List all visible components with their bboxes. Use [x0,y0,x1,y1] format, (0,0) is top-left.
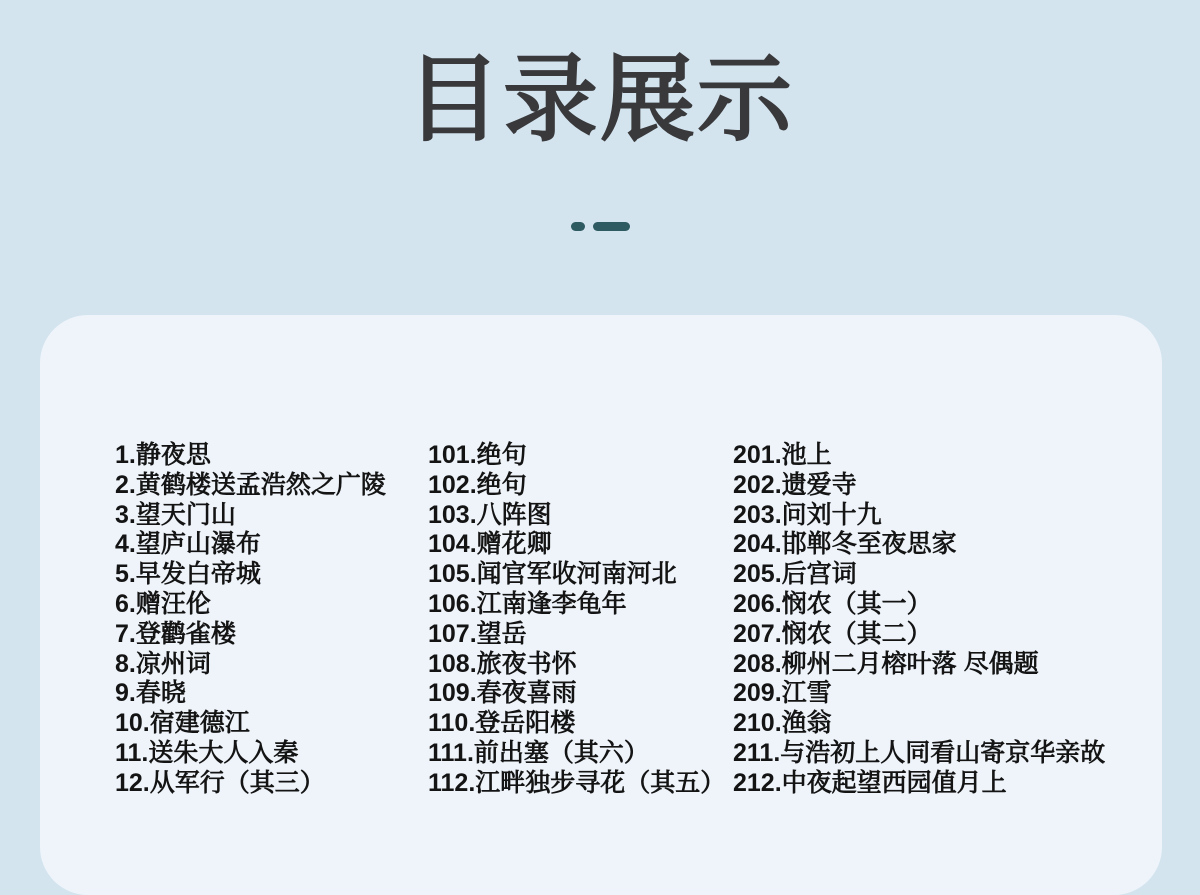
list-item: 207.悯农（其二） [733,619,932,648]
list-item: 204.邯郸冬至夜思家 [733,530,957,559]
list-item: 3.望天门山 [115,500,236,529]
list-item: 205.后宫词 [733,560,857,589]
list-item: 102.绝句 [428,470,527,499]
title-divider [0,222,1200,231]
list-item: 208.柳州二月榕叶落 尽偶题 [733,649,1039,678]
list-item: 209.江雪 [733,679,832,708]
toc-column-3 [733,441,1162,895]
list-item: 212.中夜起望西园值月上 [733,768,1007,797]
list-item: 2.黄鹤楼送孟浩然之广陵 [115,470,386,499]
list-item: 10.宿建德江 [115,709,250,738]
toc-column-1 [115,441,428,895]
list-item: 8.凉州词 [115,649,211,678]
list-item: 202.遗爱寺 [733,470,857,499]
list-item: 106.江南逢李龟年 [428,589,627,618]
list-item: 103.八阵图 [428,500,552,529]
list-item: 11.送朱大人入秦 [115,738,299,767]
toc-card [40,315,1162,895]
toc-column-2 [428,441,733,895]
list-item: 110.登岳阳楼 [428,709,576,738]
list-item: 7.登鹳雀楼 [115,619,236,648]
list-item: 6.赠汪伦 [115,589,211,618]
divider-dash-long-icon [593,222,630,231]
list-item: 1.静夜思 [115,441,211,469]
list-item: 105.闻官军收河南河北 [428,560,677,589]
list-item: 211.与浩初上人同看山寄京华亲故 [733,738,1106,767]
list-item: 5.早发白帝城 [115,560,261,589]
list-item: 108.旅夜书怀 [428,649,577,678]
divider-dash-short-icon [571,222,585,231]
list-item: 107.望岳 [428,619,527,648]
page-title: 目录展示 [405,47,794,153]
list-item: 104.赠花卿 [428,530,552,559]
list-item: 101.绝句 [428,441,527,469]
list-item: 206.悯农（其一） [733,589,932,618]
list-item: 109.春夜喜雨 [428,679,577,708]
list-item: 111.前出塞（其六） [428,738,649,767]
list-item: 12.从军行（其三） [115,768,325,797]
list-item: 4.望庐山瀑布 [115,530,261,559]
list-item: 201.池上 [733,441,832,469]
list-item: 210.渔翁 [733,709,832,738]
list-item: 203.问刘十九 [733,500,882,529]
list-item: 9.春晓 [115,679,186,708]
list-item: 112.江畔独步寻花（其五） [428,768,726,797]
